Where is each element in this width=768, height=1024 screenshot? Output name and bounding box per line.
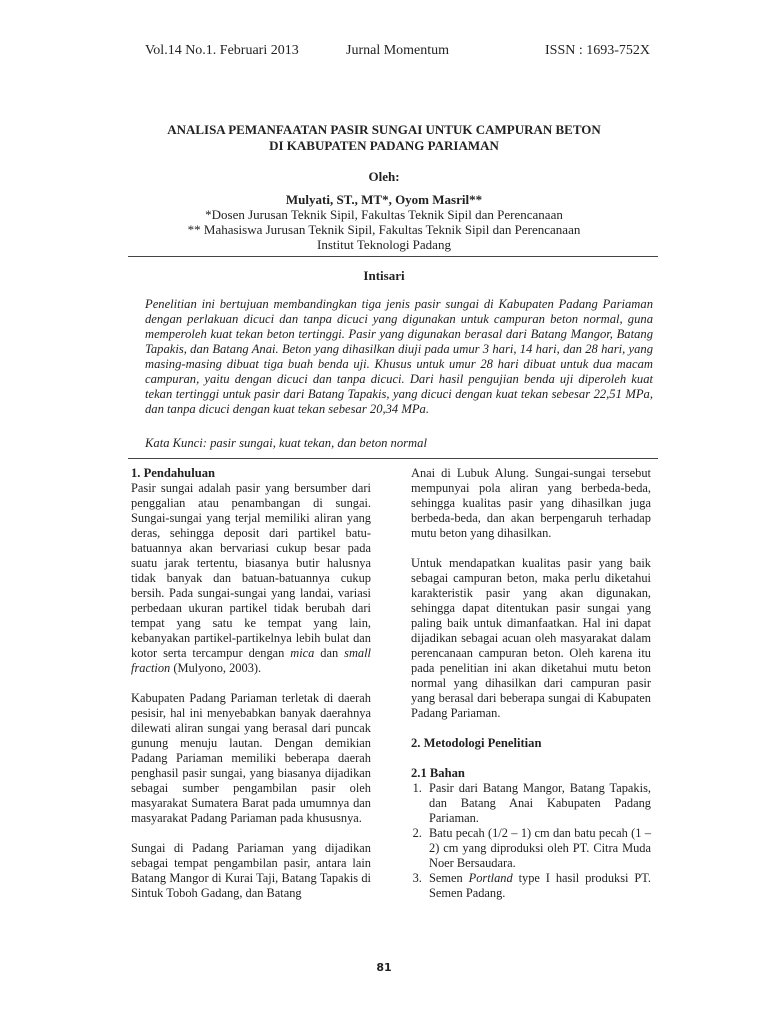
right-column bbox=[411, 466, 651, 901]
affiliation-1: *Dosen Jurusan Teknik Sipil, Fakultas Teknik Sipil dan Perencanaan bbox=[205, 207, 563, 222]
header-journal: Jurnal Momentum bbox=[346, 43, 450, 58]
mica-term: mica bbox=[290, 646, 315, 660]
affiliation-2: ** Mahasiswa Jurusan Teknik Sipil, Fakultas Teknik Sipil dan Perencanaan bbox=[187, 222, 581, 237]
paper-title-line1: ANALISA PEMANFAATAN PASIR SUNGAI UNTUK CAMPURAN BETON bbox=[167, 122, 601, 137]
header-issn: ISSN : 1693-752X bbox=[545, 43, 651, 58]
paragraph-2: Kabupaten Padang Pariaman terletak di daerah pesisir, hal ini menyebabkan banyak daerahnya dilewati aliran sungai yang berasal dari puncak gunung menuju lautan. Dengan demikian Padang Pariaman memiliki beberapa daerah penghasil pasir sungai, yang biasanya dijadikan sebagai sumber pengambilan pasir oleh masyarakat Sumatera Barat pada umumnya dan masyarakat Padang Pariaman pada khususnya. bbox=[131, 691, 371, 825]
abstract-heading: Intisari bbox=[363, 268, 405, 283]
header-volume: Vol.14 No.1. Februari 2013 bbox=[145, 43, 299, 58]
page-number: 81 bbox=[376, 961, 392, 974]
materials-list bbox=[411, 781, 651, 901]
list-item: 1. Pasir dari Batang Mangor, Batang Tapakis, dan Batang Anai Kabupaten Padang Pariaman. bbox=[425, 781, 651, 826]
paragraph-4: Untuk mendapatkan kualitas pasir yang baik sebagai campuran beton, maka perlu diketahui karakteristik pasir yang akan digunakan, sehingga dapat ditentukan pasir sungai yang paling baik untuk dimanfaatkan. Hal ini dapat dijadikan sebagai acuan oleh masyarakat dalam perencanaan campuran beton. Oleh karena itu pada penelitian ini akan diketahui mutu beton normal yang dihasilkan dari campuran pasir yang berasal dari beberapa sungai di Kabupaten Padang Pariaman. bbox=[411, 556, 651, 720]
portland-term: Portland bbox=[468, 871, 513, 885]
keywords: Kata Kunci: pasir sungai, kuat tekan, dan beton normal bbox=[145, 436, 427, 450]
list-item: 2. Batu pecah (1/2 – 1) cm dan batu pecah (1 – 2) cm yang diproduksi oleh PT. Citra Muda Noer Bersaudara. bbox=[425, 826, 651, 871]
paragraph-3-continued: Anai di Lubuk Alung. Sungai-sungai tersebut mempunyai pola aliran yang berbeda-beda, sehingga kualitas pasir yang dihasilkan juga berbeda-beda, dan akan berpengaruh terhadap mutu beton yang dihasilkan. bbox=[411, 466, 651, 540]
small-fraction-term: small fraction bbox=[131, 646, 371, 675]
institution: Institut Teknologi Padang bbox=[317, 237, 451, 252]
section-2-1-heading: 2.1 Bahan bbox=[411, 766, 465, 780]
rule-bottom bbox=[128, 458, 658, 459]
paragraph-3: Sungai di Padang Pariaman yang dijadikan sebagai tempat pengambilan pasir, antara lain Batang Mangor di Kurai Taji, Batang Tapakis di Sintuk Toboh Gadang, dan Batang bbox=[131, 841, 371, 900]
abstract-text: Penelitian ini bertujuan membandingkan tiga jenis pasir sungai di Kabupaten Padang Pariaman dengan perlakuan dicuci dan tanpa dicuci yang digunakan untuk campuran beton normal, guna memperoleh kuat tekan beton tertinggi. Pasir yang digunakan berasal dari Batang Mangor, Batang Tapakis, dan Batang Anai. Beton yang dihasilkan diuji pada umur 3 hari, 14 hari, dan 28 hari, yang masing-masing dibuat tiga buah benda uji. Khusus untuk umur 28 hari dibuat untuk dua macam campuran, yaitu dengan dicuci dan tanpa dicuci. Dari hasil pengujian benda uji diperoleh kuat tekan tertinggi untuk pasir dari Batang Tapakis, yang dicuci dengan kuat tekan sebesar 22,51 MPa, dan tanpa dicuci dengan kuat tekan sebesar 20,34 MPa. bbox=[145, 297, 653, 416]
left-column bbox=[131, 466, 371, 916]
list-item: 3. Semen Portland type I hasil produksi PT. Semen Padang. bbox=[425, 871, 651, 901]
section-2-heading: 2. Metodologi Penelitian bbox=[411, 736, 542, 750]
oleh-label: Oleh: bbox=[368, 169, 400, 184]
rule-top bbox=[128, 256, 658, 257]
section-1-heading: 1. Pendahuluan bbox=[131, 466, 215, 480]
authors: Mulyati, ST., MT*, Oyom Masril** bbox=[285, 192, 483, 207]
paragraph-1: Pasir sungai adalah pasir yang bersumber dari penggalian atau penambangan di sungai. Sungai-sungai yang terjal memiliki aliran yang deras, sehingga deposit dari partikel batu-batuannya akan bervariasi cukup besar pada suatu jarak tertentu, biasanya butir halusnya tidak banyak dan batuan-batuannya cukup bersih. Pada sungai-sungai yang landai, variasi perbedaan ukuran partikel tidak berubah dari tempat yang satu ke tempat yang lain, kebanyakan partikel-partikelnya lebih bulat dan kotor serta tercampur dengan mica dan small fraction (Mulyono, 2003). bbox=[131, 481, 371, 675]
paper-title-line2: DI KABUPATEN PADANG PARIAMAN bbox=[269, 138, 499, 153]
